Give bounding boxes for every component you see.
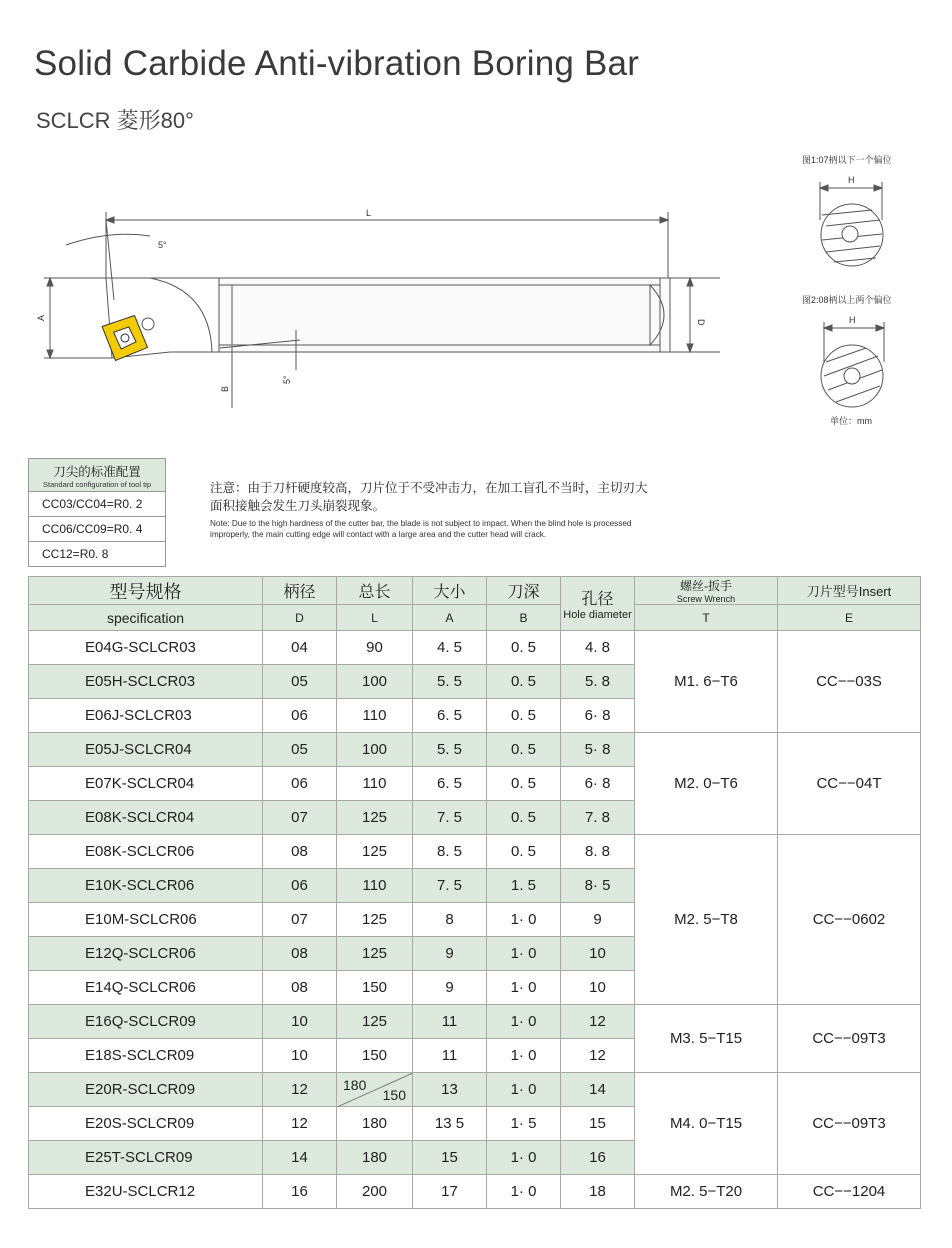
cell-l: 100 — [337, 733, 413, 767]
cell-l: 125 — [337, 1005, 413, 1039]
header-e: E — [778, 605, 921, 631]
cell-a: 8 — [413, 903, 487, 937]
cell-spec: E05H-SCLCR03 — [29, 665, 263, 699]
table-row — [29, 1175, 921, 1209]
cell-insert: CC−−09T3 — [778, 1005, 921, 1073]
header-d-zh: 柄径 — [263, 577, 337, 605]
header-a-zh: 大小 — [413, 577, 487, 605]
table-row — [29, 631, 921, 665]
cell-hole: 12 — [561, 1039, 635, 1073]
cell-b: 1· 0 — [487, 903, 561, 937]
cell-l: 110 — [337, 869, 413, 903]
spec-table-body — [29, 631, 921, 1209]
header-e-zh: 刀片型号Insert — [778, 577, 921, 605]
cell-screw-wrench: M2. 0−T6 — [635, 733, 778, 835]
header-d: D — [263, 605, 337, 631]
cell-spec: E20R-SCLCR09 — [29, 1073, 263, 1107]
cell-a: 4. 5 — [413, 631, 487, 665]
cell-l: 200 — [337, 1175, 413, 1209]
cell-d: 05 — [263, 665, 337, 699]
cell-hole: 14 — [561, 1073, 635, 1107]
cell-spec: E18S-SCLCR09 — [29, 1039, 263, 1073]
spec-table — [28, 576, 921, 1209]
note-en: Note: Due to the high hardness of the cutter bar, the blade is not subject to impact. When the blind hole is processed improperly, the main cutting edge will contact with a large area and the cutter head will crack. — [210, 519, 632, 539]
cell-spec: E32U-SCLCR12 — [29, 1175, 263, 1209]
cell-d: 06 — [263, 767, 337, 801]
fig1-caption: 图1:07柄以下一个偏位 — [802, 155, 892, 165]
cell-l: 90 — [337, 631, 413, 665]
cell-d: 06 — [263, 869, 337, 903]
fig1-h-label: H — [848, 175, 855, 185]
split-bottom: 150 — [382, 1087, 406, 1103]
cell-l: 110 — [337, 699, 413, 733]
cell-d: 12 — [263, 1107, 337, 1141]
cell-b: 1· 0 — [487, 1005, 561, 1039]
cell-hole: 6· 8 — [561, 767, 635, 801]
cell-hole: 5. 8 — [561, 665, 635, 699]
header-spec-en: specification — [29, 605, 263, 631]
cell-screw-wrench: M2. 5−T8 — [635, 835, 778, 1005]
cell-a: 6. 5 — [413, 767, 487, 801]
tip-config-subtitle: Standard configuration of tool tip — [43, 480, 151, 489]
cell-a: 6. 5 — [413, 699, 487, 733]
table-row — [29, 733, 921, 767]
cell-hole: 4. 8 — [561, 631, 635, 665]
cell-a: 17 — [413, 1175, 487, 1209]
cell-d: 06 — [263, 699, 337, 733]
cell-hole: 9 — [561, 903, 635, 937]
cell-b: 1· 0 — [487, 1039, 561, 1073]
header-spec: 型号规格 — [29, 577, 263, 605]
cell-l: 125 — [337, 801, 413, 835]
cell-l: 180 — [337, 1107, 413, 1141]
page-title: Solid Carbide Anti-vibration Boring Bar — [34, 44, 640, 83]
header-b: B — [487, 605, 561, 631]
cell-b: 0. 5 — [487, 665, 561, 699]
cell-insert: CC−−03S — [778, 631, 921, 733]
cell-hole: 7. 8 — [561, 801, 635, 835]
cell-d: 08 — [263, 937, 337, 971]
cell-hole: 8· 5 — [561, 869, 635, 903]
cell-hole: 15 — [561, 1107, 635, 1141]
cell-a: 15 — [413, 1141, 487, 1175]
cell-b: 0. 5 — [487, 699, 561, 733]
header-a: A — [413, 605, 487, 631]
tip-config-row: CC03/CC04=R0. 2 — [29, 492, 165, 517]
cell-spec: E04G-SCLCR03 — [29, 631, 263, 665]
fig2-caption: 图2:08柄以上两个偏位 — [802, 295, 892, 305]
cell-insert: CC−−0602 — [778, 835, 921, 1005]
cell-spec: E08K-SCLCR04 — [29, 801, 263, 835]
cell-d: 10 — [263, 1039, 337, 1073]
cell-b: 1· 5 — [487, 1107, 561, 1141]
cell-spec: E06J-SCLCR03 — [29, 699, 263, 733]
note-zh: 注意：由于刀杆硬度较高，刀片位于不受冲击力，在加工盲孔不当时，主切刃大面积接触会发生刀头崩裂现象。 — [210, 481, 648, 513]
cell-hole: 16 — [561, 1141, 635, 1175]
cell-hole: 18 — [561, 1175, 635, 1209]
cell-hole: 10 — [561, 937, 635, 971]
cell-b: 1. 5 — [487, 869, 561, 903]
cell-l: 150 — [337, 1039, 413, 1073]
header-t: T — [635, 605, 778, 631]
cell-l: 110 — [337, 767, 413, 801]
cell-a: 11 — [413, 1039, 487, 1073]
cell-b: 1· 0 — [487, 1175, 561, 1209]
table-row — [29, 835, 921, 869]
cell-hole: 10 — [561, 971, 635, 1005]
cell-a: 5. 5 — [413, 733, 487, 767]
cell-hole: 8. 8 — [561, 835, 635, 869]
cell-screw-wrench: M1. 6−T6 — [635, 631, 778, 733]
cell-spec: E25T-SCLCR09 — [29, 1141, 263, 1175]
cell-a: 13 — [413, 1073, 487, 1107]
cell-l: 180 — [337, 1141, 413, 1175]
cell-a: 11 — [413, 1005, 487, 1039]
cell-l: 100 — [337, 665, 413, 699]
cell-screw-wrench: M2. 5−T20 — [635, 1175, 778, 1209]
cell-spec: E16Q-SCLCR09 — [29, 1005, 263, 1039]
angle-bottom-label: 5° — [282, 375, 292, 384]
cell-spec: E07K-SCLCR04 — [29, 767, 263, 801]
fig1-cross-section — [820, 182, 883, 266]
cell-d: 05 — [263, 733, 337, 767]
cell-hole: 12 — [561, 1005, 635, 1039]
tip-config-title: 刀尖的标准配置 — [53, 465, 141, 479]
unit-label: 单位：mm — [830, 416, 872, 426]
note-block — [210, 479, 650, 540]
cell-d: 08 — [263, 971, 337, 1005]
cell-l: 125 — [337, 903, 413, 937]
angle-top-label: 5° — [158, 240, 167, 250]
cell-spec: E20S-SCLCR09 — [29, 1107, 263, 1141]
cell-b: 1· 0 — [487, 1073, 561, 1107]
cell-hole: 5· 8 — [561, 733, 635, 767]
cell-l: 150 — [337, 971, 413, 1005]
cell-b: 1· 0 — [487, 1141, 561, 1175]
cell-d: 07 — [263, 801, 337, 835]
header-l: L — [337, 605, 413, 631]
cell-d: 12 — [263, 1073, 337, 1107]
header-l-zh: 总长 — [337, 577, 413, 605]
cell-d: 04 — [263, 631, 337, 665]
header-hole: 孔径 Hole diameter — [561, 577, 635, 631]
dim-b-label: B — [220, 385, 230, 392]
fig2-cross-section — [821, 322, 884, 407]
cell-a: 5. 5 — [413, 665, 487, 699]
cell-d: 08 — [263, 835, 337, 869]
cell-spec: E10K-SCLCR06 — [29, 869, 263, 903]
tip-config-box — [28, 458, 166, 567]
cell-d: 14 — [263, 1141, 337, 1175]
cell-d: 07 — [263, 903, 337, 937]
cell-insert: CC−−1204 — [778, 1175, 921, 1209]
cell-screw-wrench: M3. 5−T15 — [635, 1005, 778, 1073]
cell-a: 13 5 — [413, 1107, 487, 1141]
cell-spec: E05J-SCLCR04 — [29, 733, 263, 767]
cell-b: 0. 5 — [487, 631, 561, 665]
cell-b: 0. 5 — [487, 767, 561, 801]
tip-config-row: CC12=R0. 8 — [42, 547, 109, 561]
cell-d: 10 — [263, 1005, 337, 1039]
cell-hole: 6· 8 — [561, 699, 635, 733]
header-b-zh: 刀深 — [487, 577, 561, 605]
cell-b: 0. 5 — [487, 835, 561, 869]
header-t-zh: 螺丝-扳手 Screw Wrench — [635, 577, 778, 605]
cell-b: 1· 0 — [487, 971, 561, 1005]
cell-a: 8. 5 — [413, 835, 487, 869]
cell-a: 9 — [413, 937, 487, 971]
cell-spec: E12Q-SCLCR06 — [29, 937, 263, 971]
cell-l-split — [337, 1073, 413, 1107]
split-top: 180 — [343, 1077, 367, 1093]
cell-insert: CC−−09T3 — [778, 1073, 921, 1175]
page-subtitle: SCLCR 菱形80° — [36, 108, 194, 133]
dim-d-label: D — [696, 319, 706, 326]
tip-config-row: CC06/CC09=R0. 4 — [29, 517, 165, 542]
table-row — [29, 1073, 921, 1107]
cell-a: 7. 5 — [413, 869, 487, 903]
cell-spec: E14Q-SCLCR06 — [29, 971, 263, 1005]
cell-insert: CC−−04T — [778, 733, 921, 835]
dim-a-label: A — [36, 314, 46, 321]
table-row — [29, 1005, 921, 1039]
boring-bar-diagram — [0, 140, 952, 450]
cell-l: 125 — [337, 835, 413, 869]
cell-a: 9 — [413, 971, 487, 1005]
cell-b: 0. 5 — [487, 801, 561, 835]
cell-spec: E10M-SCLCR06 — [29, 903, 263, 937]
cell-spec: E08K-SCLCR06 — [29, 835, 263, 869]
cell-a: 7. 5 — [413, 801, 487, 835]
cell-d: 16 — [263, 1175, 337, 1209]
fig2-h-label: H — [849, 315, 856, 325]
cell-b: 0. 5 — [487, 733, 561, 767]
cell-l: 125 — [337, 937, 413, 971]
cell-b: 1· 0 — [487, 937, 561, 971]
cell-screw-wrench: M4. 0−T15 — [635, 1073, 778, 1175]
dim-l-label: L — [366, 208, 372, 218]
